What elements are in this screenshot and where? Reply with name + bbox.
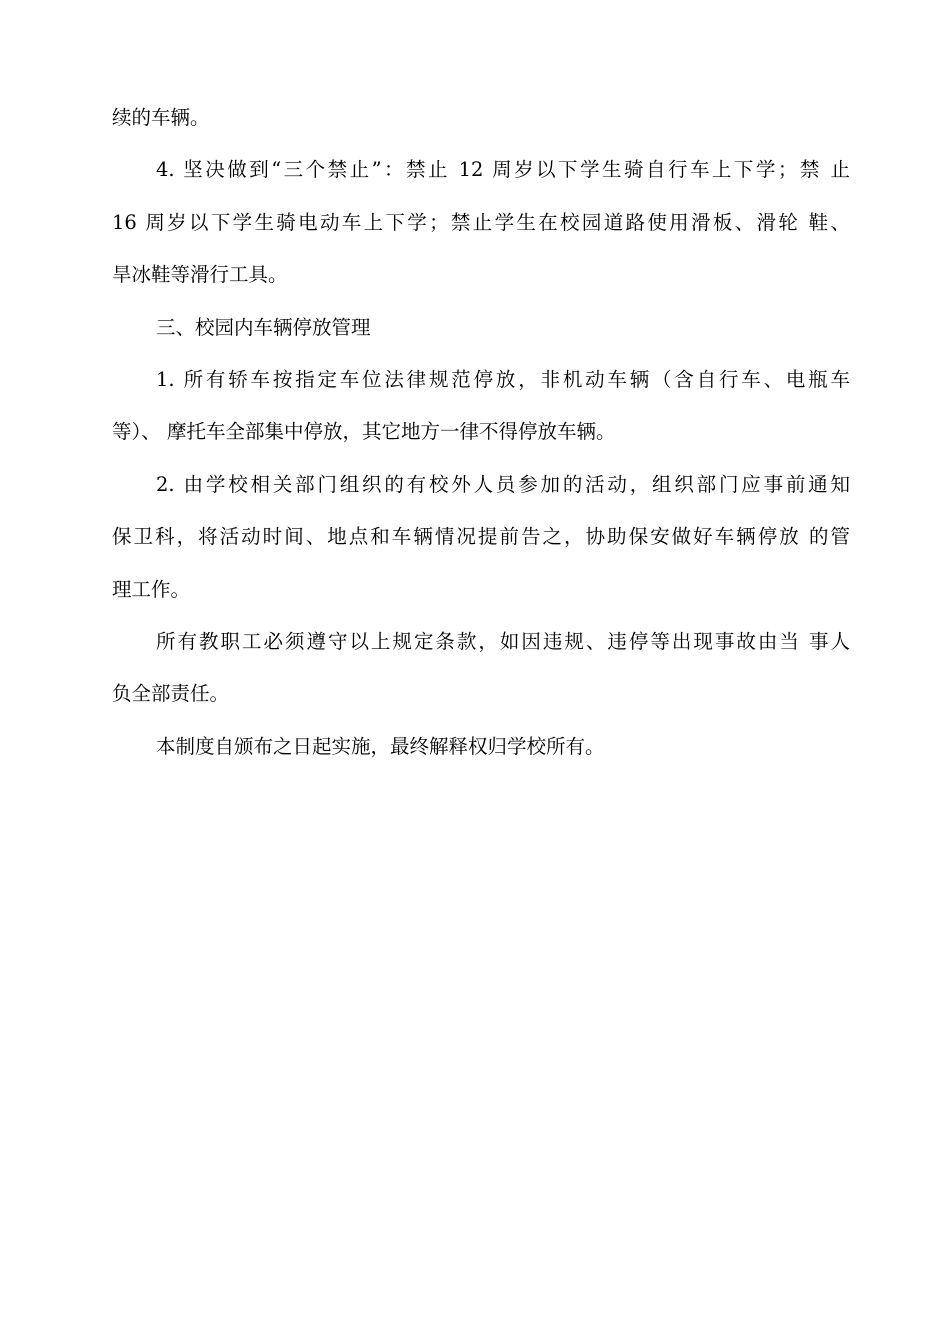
- paragraph-line: 16 周岁以下学生骑电动车上下学；禁止学生在校园道路使用滑板、滑轮 鞋、: [112, 210, 850, 234]
- paragraph-line: 4. 坚决做到“三个禁止”：禁止 12 周岁以下学生骑自行车上下学；禁 止: [156, 158, 850, 182]
- paragraph-line: 本制度自颁布之日起实施，最终解释权归学校所有。: [156, 734, 605, 758]
- paragraph-line: 续的车辆。: [112, 106, 210, 129]
- paragraph-line: 理工作。: [112, 577, 191, 601]
- paragraph-line: 2. 由学校相关部门组织的有校外人员参加的活动，组织部门应事前通知: [156, 472, 850, 496]
- paragraph-line: 负全部责任。: [112, 682, 230, 706]
- paragraph-line: 旱冰鞋等滑行工具。: [112, 263, 288, 287]
- paragraph-line: 1. 所有轿车按指定车位法律规范停放，非机动车辆（含自行车、电瓶车: [156, 367, 850, 391]
- paragraph-line: 所有教职工必须遵守以上规定条款，如因违规、违停等出现事故由当 事人: [156, 629, 850, 653]
- paragraph-line: 等）、 摩托车全部集中停放，其它地方一律不得停放车辆。: [112, 420, 616, 444]
- paragraph-line: 保卫科，将活动时间、地点和车辆情况提前告之，协助保安做好车辆停放 的管: [112, 525, 850, 549]
- section-heading: 三、校园内车辆停放管理: [156, 315, 371, 339]
- document-body: [112, 98, 850, 779]
